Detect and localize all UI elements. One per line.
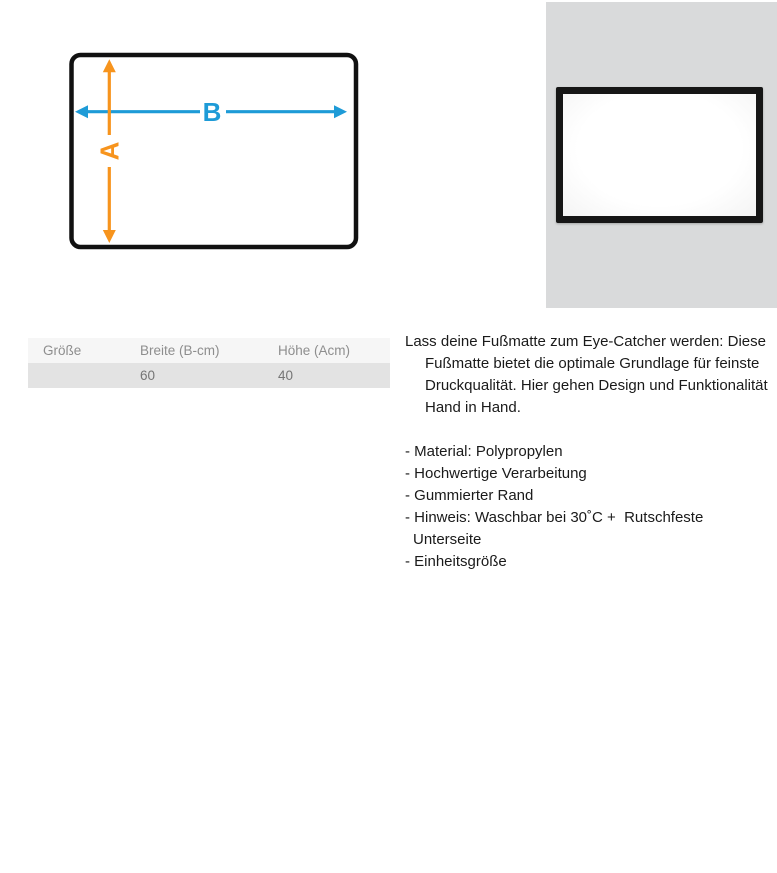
cell-hoehe: 40 <box>278 368 294 383</box>
column-header-breite: Breite (B-cm) <box>140 343 220 358</box>
feature-list <box>405 441 777 573</box>
size-table <box>28 338 390 388</box>
feature-item-rand: - Gummierter Rand <box>405 487 534 504</box>
paragraph-line: Druckqualität. Hier gehen Design und Funktionalität <box>425 377 768 394</box>
product-image <box>546 2 777 308</box>
cell-groesse <box>28 363 140 388</box>
size-table-data-row <box>28 363 390 388</box>
feature-item-einheitsgroesse: - Einheitsgröße <box>405 553 507 570</box>
paragraph-line: Hand in Hand. <box>425 399 521 416</box>
feature-item-hinweis: - Hinweis: Waschbar bei 30˚C + Rutschfeste <box>405 509 704 526</box>
description-paragraph <box>405 331 777 419</box>
feature-item-verarbeitung: - Hochwertige Verarbeitung <box>405 465 587 482</box>
cell-breite: 60 <box>140 368 156 383</box>
feature-item-hinweis-wrap: Unterseite <box>413 531 482 548</box>
feature-item-material: - Material: Polypropylen <box>405 443 563 460</box>
paragraph-line: Lass deine Fußmatte zum Eye-Catcher werden: Diese <box>405 333 766 350</box>
column-header-groesse: Größe <box>43 343 82 358</box>
doormat-surface <box>563 94 756 216</box>
dimension-diagram <box>64 48 362 253</box>
width-dimension-label: B <box>202 97 222 127</box>
doormat-frame <box>556 87 763 223</box>
column-header-hoehe: Höhe (Acm) <box>278 343 351 358</box>
height-dimension-label: A <box>94 141 125 161</box>
paragraph-line: Fußmatte bietet die optimale Grundlage für feinste <box>425 355 760 372</box>
size-table-header-row <box>28 338 390 363</box>
product-description <box>405 331 777 573</box>
